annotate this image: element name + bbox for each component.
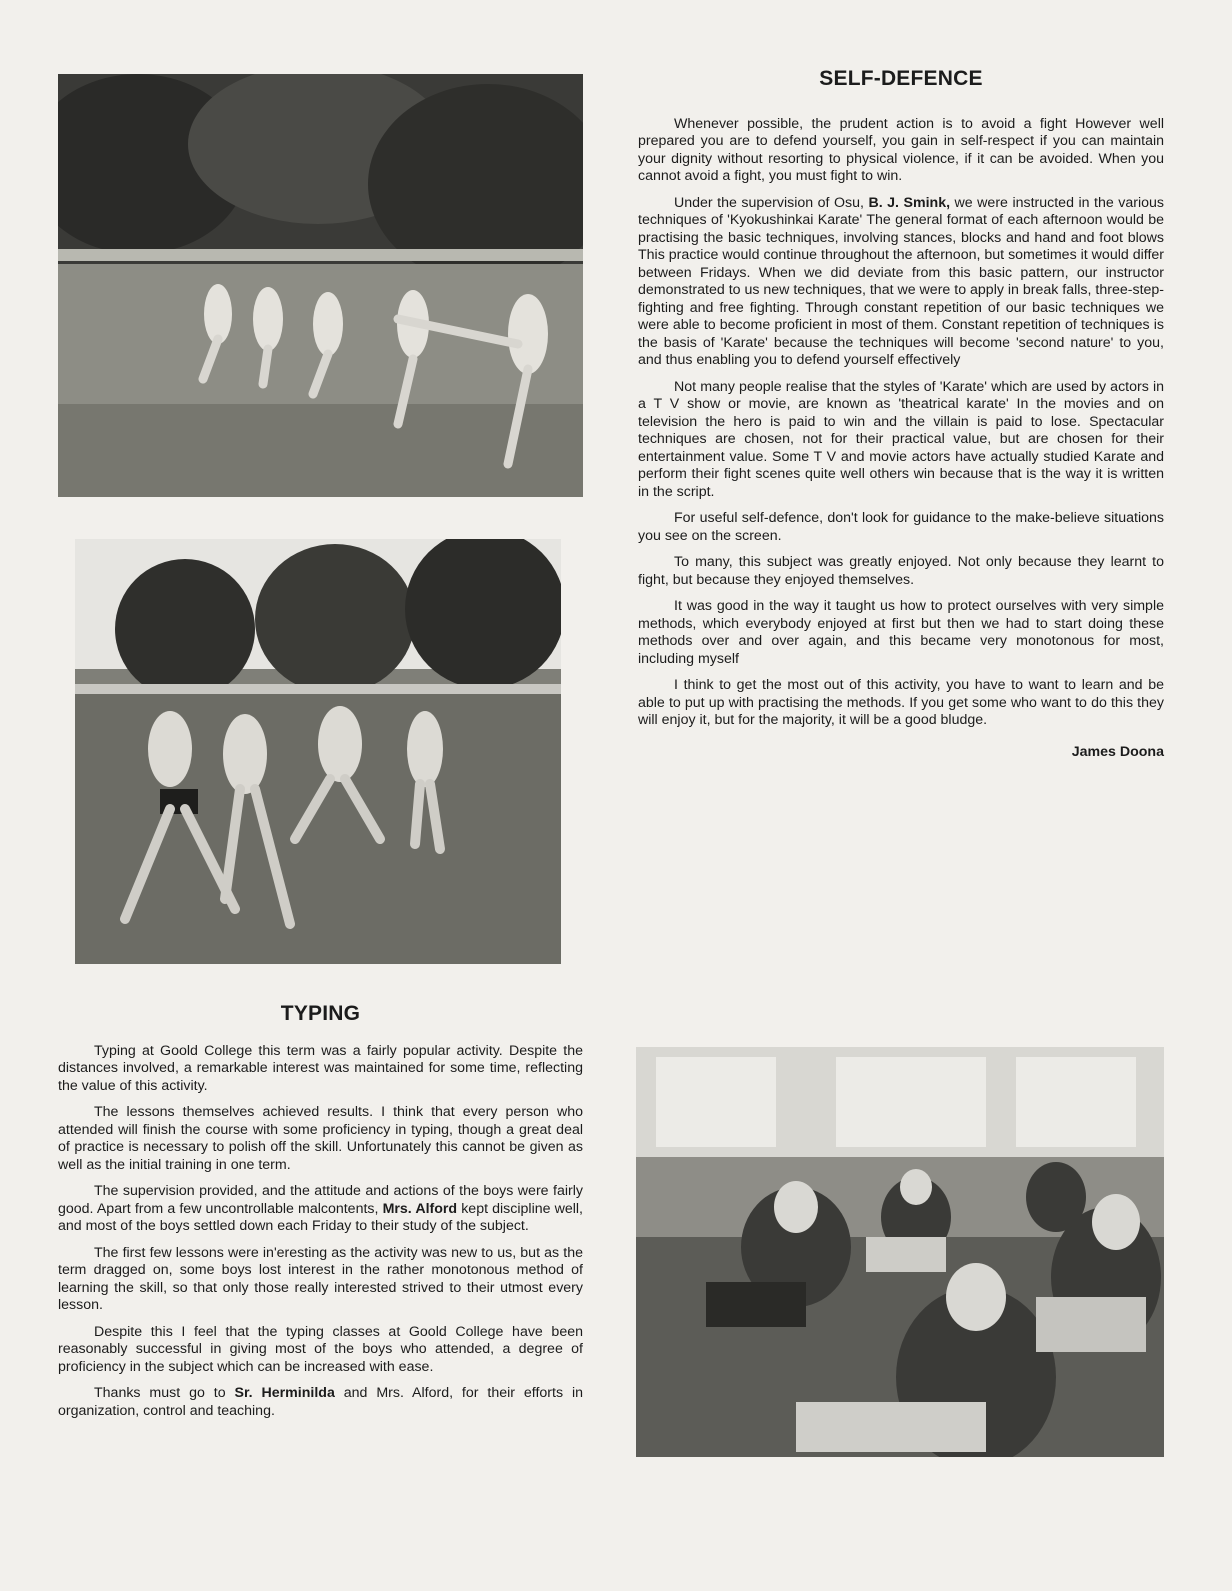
sister-name: Sr. Herminilda xyxy=(234,1385,335,1401)
typing-class-photo xyxy=(636,1047,1164,1457)
typing-article xyxy=(58,1002,583,1429)
paragraph: Despite this I feel that the typing classes at Goold College have been reasonably successful in giving most of the boys who attended, a degree of proficiency in the subject which can be increased with ease. xyxy=(58,1323,583,1375)
paragraph xyxy=(638,195,1164,370)
karate-kicks-image xyxy=(58,74,583,497)
karate-sparring-photo xyxy=(75,539,561,964)
paragraph xyxy=(58,1183,583,1236)
author-byline: James Doona xyxy=(1071,743,1164,760)
paragraph: The first few lessons were in'eresting as the activity was new to us, but as the term dragged on, some boys lost interest in the rather monotonous method of learning the skill, so that only those really interested strived to their utmost every lesson. xyxy=(58,1244,583,1313)
self-defence-article xyxy=(638,67,1165,761)
paragraph: It was good in the way it taught us how to protect ourselves with very simple methods, which everybody enjoyed at first but then we had to start doing these methods over and over again, and this became very monotonous for most, including myself xyxy=(638,598,1164,667)
paragraph xyxy=(58,1385,583,1420)
paragraph: I think to get the most out of this activity, you have to want to learn and be able to put up with practising the methods. If you get some who want to do this they will enjoy it, but for the majority, it will be a good bludge. xyxy=(638,677,1164,728)
paragraph: Typing at Goold College this term was a fairly popular activity. Despite the distances involved, a remarkable interest was maintained for some time, reflecting the value of this activity. xyxy=(58,1042,583,1094)
text-span: The supervision provided, and the attitude and actions of the boys were fairly good. Apart from a few uncontrollable malcontents, xyxy=(58,1183,583,1217)
paragraph: To many, this subject was greatly enjoyed. Not only because they learnt to fight, but because they enjoyed themselves. xyxy=(638,554,1164,588)
teacher-name: Mrs. Alford xyxy=(382,1200,458,1217)
karate-kicks-photo xyxy=(58,74,583,497)
karate-sparring-image xyxy=(75,539,561,964)
paragraph: The lessons themselves achieved results. I think that every person who attended will finish the course with some proficiency in typing, though a great deal of practice is necessary to polish off the skill. Unfortunately this cannot be given as well as the initial training in one term. xyxy=(58,1104,583,1173)
text-span: and Mrs. Alford, for their efforts in organization, control and teaching. xyxy=(58,1385,583,1419)
text-span: kept discipline well, and most of the boys settled down each Friday to their study of the subject. xyxy=(58,1200,583,1234)
text-span: we were instructed in the various techniques of 'Kyokushinkai Karate' The general format of each afternoon would be practising the basic techniques, involving stances, blocks and hand and foot blows This practice would continue throughout the afternoon, but sometimes it would differ between Fridays. When we did deviate from this basic pattern, our instructor demonstrated to us new techniques, that we were to apply in break falls, three-step-fighting and free fighting. Through constant repetition of our basic techniques we were able to become proficient in most of them. Constant repetition of techniques is the basis of 'Karate' because the techniques will become 'second nature' to you, and thus enabling you to defend yourself effectively xyxy=(638,194,1165,368)
text-span: Under the supervision of Osu, xyxy=(674,194,869,211)
instructor-name: B. J. Smink, xyxy=(868,194,951,211)
typing-class-image xyxy=(636,1047,1164,1457)
typing-title: TYPING xyxy=(280,1002,361,1025)
paragraph: Whenever possible, the prudent action is to avoid a fight However well prepared you are to defend yourself, you gain in self-respect if you can maintain your dignity without resorting to physical violence, if it can be avoided. When you cannot avoid a fight, you must fight to win. xyxy=(638,115,1164,184)
paragraph: For useful self-defence, don't look for guidance to the make-believe situations you see on the screen. xyxy=(638,510,1164,544)
self-defence-title: SELF-DEFENCE xyxy=(819,67,983,90)
paragraph: Not many people realise that the styles of 'Karate' which are used by actors in a T V show or movie, are known as 'theatrical karate' In the movies and on television the hero is paid to win and the villain is paid to lose. Spectacular techniques are chosen, not for their practical value, but are chosen for their entertainment value. Some T V and movie actors have actually studied Karate and perform their fight scenes quite well others win because that is the way it is written in the script. xyxy=(638,378,1164,500)
text-span: Thanks must go to xyxy=(94,1385,235,1401)
